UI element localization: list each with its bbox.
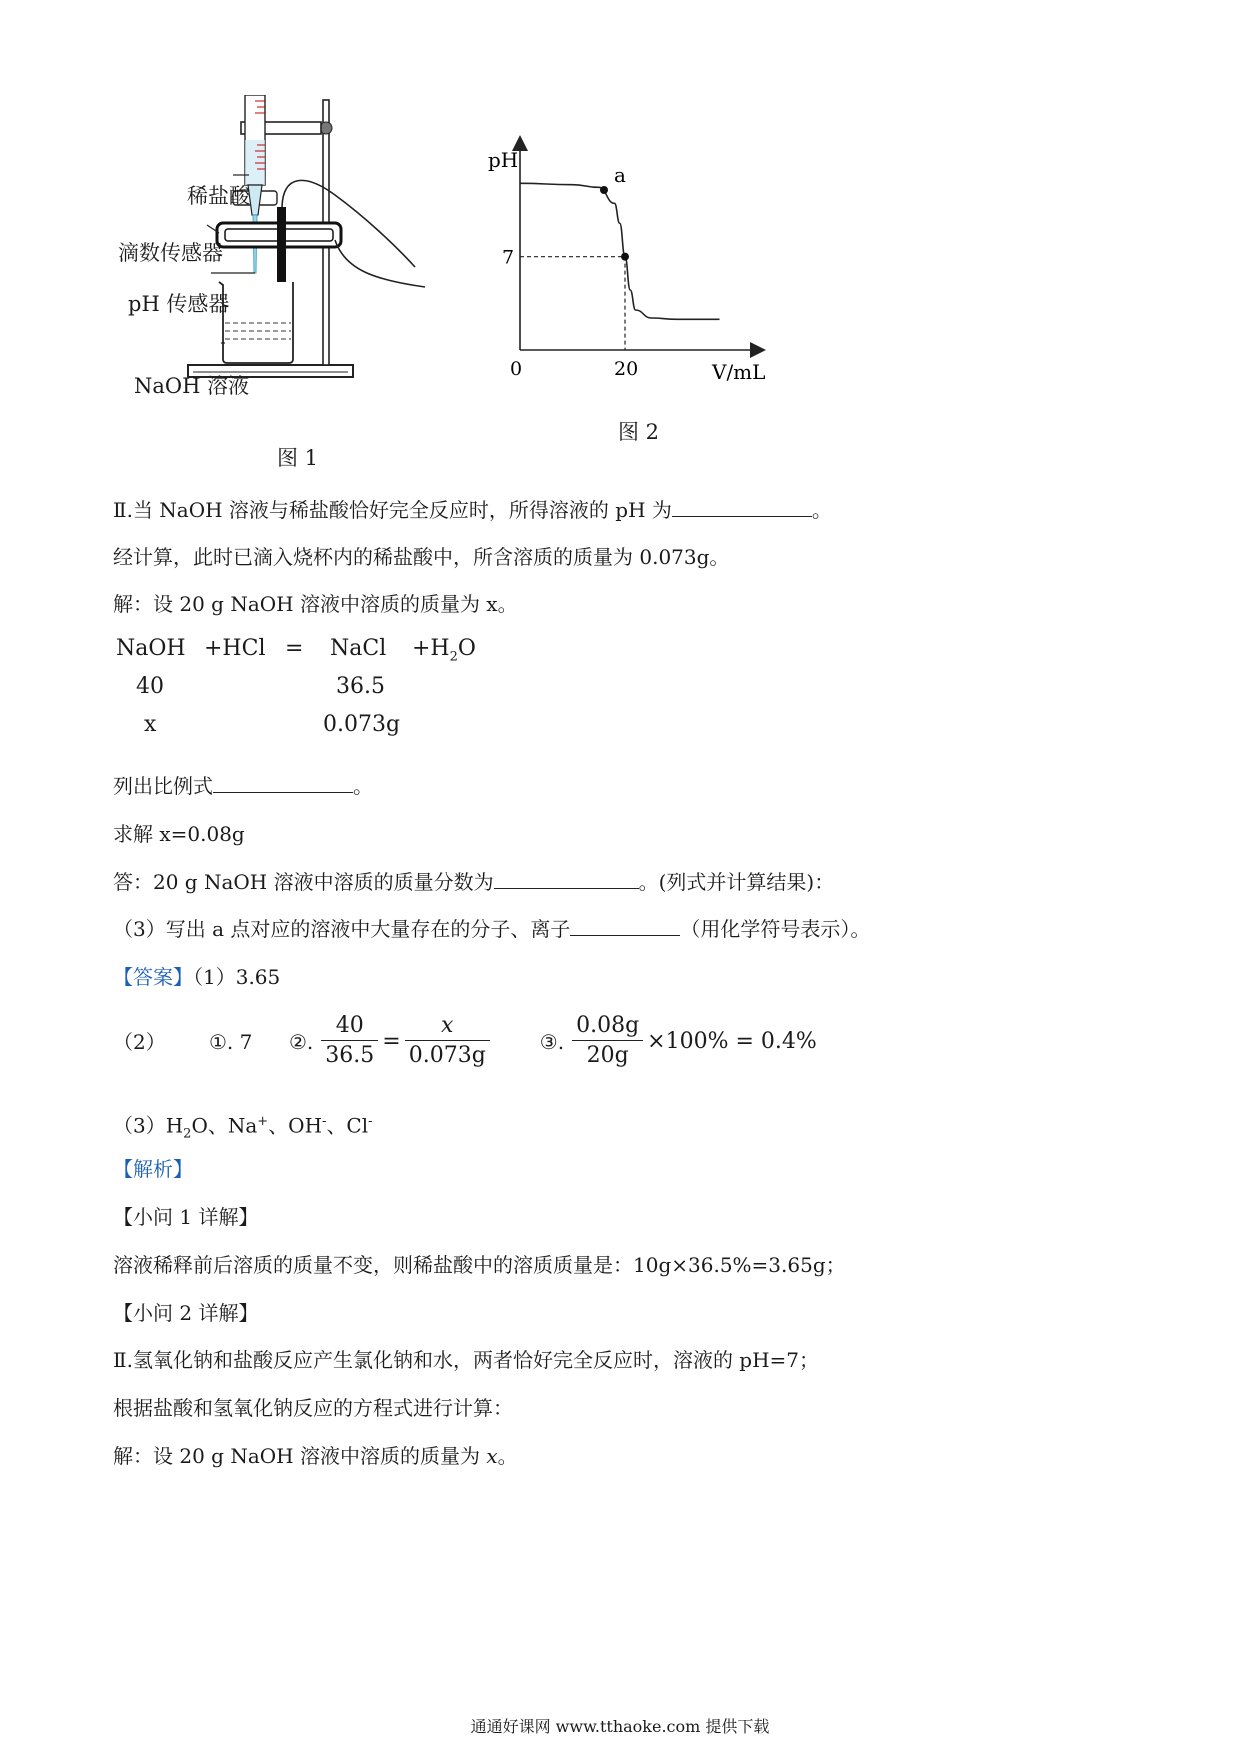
figure1-caption: 图 1 — [277, 446, 319, 470]
answer-section — [113, 963, 280, 991]
origin-label: 0 — [510, 358, 523, 380]
footer-text: 通通好课网 www.tthaoke.com 提供下载 — [470, 1717, 770, 1736]
answer-2-row: （2） ①. 7 ②. $\frac{40}{36.5}$ = $\frac{x}{0.073g}$ ③. $\frac{0.08g}{20g}$ ×100% = 0.4% — [113, 1012, 817, 1071]
answer-blank-ph[interactable] — [672, 496, 812, 517]
x-tick-20: 20 — [614, 358, 639, 380]
label-naoh-solution: NaOH 溶液 — [134, 374, 250, 398]
answer-2-3-label: ③. — [539, 1029, 565, 1054]
point-a-label: a — [614, 163, 626, 187]
ratio-line: 列出比例式 。 — [113, 774, 373, 798]
sub2-text3: 解：设 20 g NaOH 溶液中溶质的质量为 x。 — [113, 1444, 518, 1468]
x-axis-label: V/mL — [712, 360, 766, 384]
sub1-text: 溶液稀释前后溶质的质量不变，则稀盐酸中的溶质质量是：10g×36.5%=3.65g； — [113, 1253, 846, 1277]
figure2-caption: 图 2 — [618, 420, 660, 444]
answer-2-3-result: ×100% = 0.4% — [647, 1028, 817, 1054]
eq-var-x: x — [144, 712, 157, 737]
y-axis-label: pH — [488, 148, 519, 172]
sub2-text1: Ⅱ.氢氧化钠和盐酸反应产生氯化钠和水，两者恰好完全反应时，溶液的 pH=7； — [113, 1348, 820, 1372]
eq-h2o: $+H_2O$ — [412, 636, 476, 665]
figure2-ph-chart — [480, 135, 770, 395]
answer-3: $(3)H_2O$、Na+、OH-、Cl- — [113, 1113, 373, 1142]
answer-line: 答：20 g NaOH 溶液中溶质的质量分数为 。(列式并计算结果)： — [113, 870, 835, 894]
q2-line-mass: 经计算，此时已滴入烧杯内的稀盐酸中，所含溶质的质量为 0.073g。 — [113, 545, 730, 569]
answer-1: （1）3.65 — [193, 965, 281, 989]
label-drop-sensor: 滴数传感器 — [118, 241, 223, 265]
answer-heading: 【答案】 — [113, 965, 193, 989]
y-tick-7: 7 — [502, 246, 515, 269]
q2-line-solution: 解：设 20 g NaOH 溶液中溶质的质量为 x。 — [113, 592, 518, 616]
answer-2-1: ①. 7 — [209, 1029, 253, 1054]
fraction-0-08-20: $\frac{0.08g}{20g}$ — [572, 1012, 643, 1071]
answer-blank-fraction[interactable] — [494, 868, 639, 889]
eq-naoh: NaOH — [116, 636, 186, 661]
sub2-text2: 根据盐酸和氢氧化钠反应的方程式进行计算： — [113, 1396, 513, 1420]
eq-var-0-073: 0.073g — [323, 712, 401, 737]
ph-curve-line — [520, 183, 720, 319]
eq-molar-40: 40 — [136, 674, 164, 699]
eq-molar-36-5: 36.5 — [336, 674, 385, 699]
answer-2-2-label: ②. — [289, 1029, 314, 1054]
eq-hcl: +HCl — [204, 636, 266, 661]
fraction-x-0-073: $\frac{x}{0.073g}$ — [405, 1012, 490, 1071]
label-dilute-hcl: 稀盐酸 — [187, 184, 250, 208]
analysis-heading: 【解析】 — [113, 1157, 193, 1181]
eq-equals: = — [285, 636, 304, 661]
q2-line-ph: Ⅱ.当 NaOH 溶液与稀盐酸恰好完全反应时，所得溶液的 pH 为 。 — [113, 498, 832, 522]
solve-line: 求解 x=0.08g — [113, 822, 245, 846]
fraction-40-36-5: $\frac{40}{36.5}$ — [321, 1012, 378, 1071]
answer-blank-ratio[interactable] — [213, 772, 353, 793]
q3-line: （3）写出 a 点对应的溶液中大量存在的分子、离子 （用化学符号表示）。 — [113, 917, 871, 941]
sub1-title: 【小问 1 详解】 — [113, 1205, 259, 1229]
answer-blank-ions[interactable] — [570, 915, 680, 936]
eq-nacl: NaCl — [330, 636, 387, 661]
equivalence-point-marker — [621, 253, 629, 261]
point-a-marker — [600, 186, 608, 194]
sub2-title: 【小问 2 详解】 — [113, 1301, 259, 1325]
label-ph-sensor: pH 传感器 — [128, 292, 230, 316]
